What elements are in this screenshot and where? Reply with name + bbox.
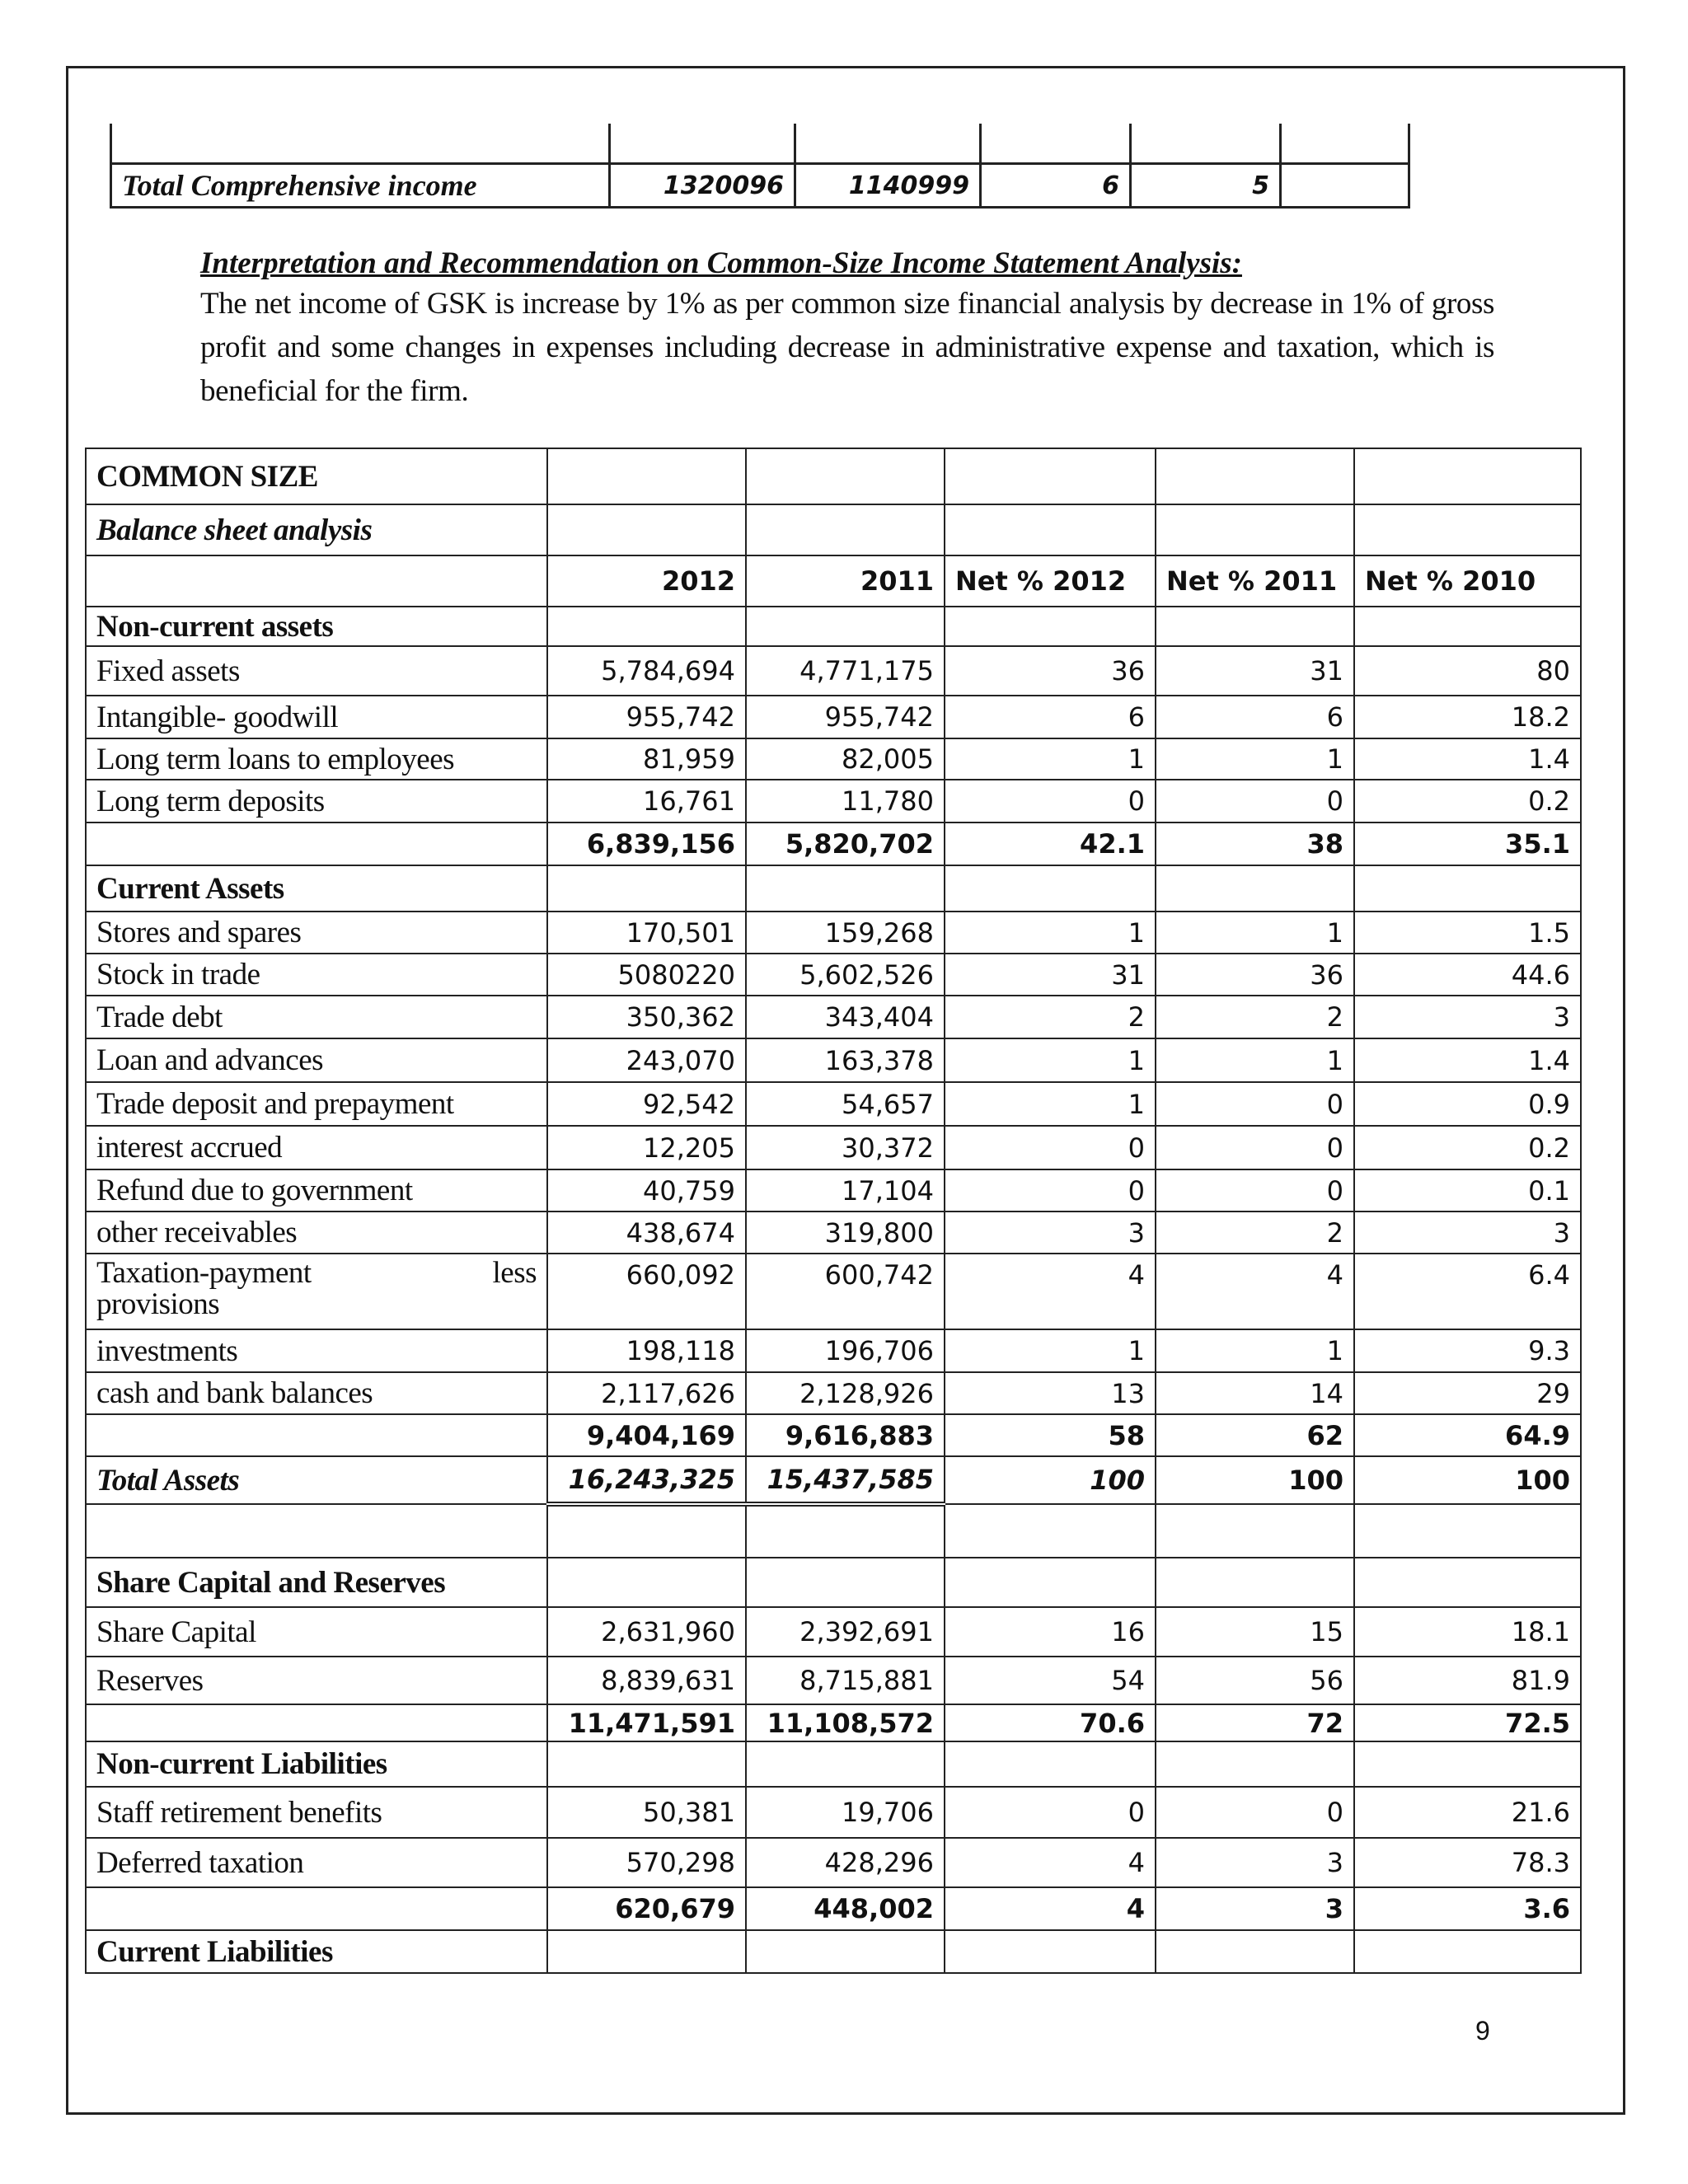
- table-row: [86, 1372, 1581, 1414]
- subtotal-cell: 58: [945, 1414, 1156, 1456]
- value-cell: 343,404: [746, 996, 945, 1038]
- value-cell: 9.3: [1354, 1329, 1581, 1372]
- subtotal-cell: 6,839,156: [547, 823, 746, 865]
- interpretation-section: [200, 246, 1494, 413]
- value-cell: 1.4: [1354, 738, 1581, 780]
- column-header: Net % 2012: [945, 555, 1156, 607]
- section-header-row: [86, 1741, 1581, 1787]
- row-label: Trade deposit and prepayment: [86, 1082, 547, 1126]
- value-cell: 82,005: [746, 738, 945, 780]
- value-cell: 428,296: [746, 1838, 945, 1887]
- value-cell: 1: [945, 912, 1156, 954]
- value-cell: 0: [1156, 1169, 1354, 1212]
- subtotal-cell: 3.6: [1354, 1887, 1581, 1930]
- subtotal-cell: 11,108,572: [746, 1704, 945, 1741]
- subtotal-row: [86, 1704, 1581, 1741]
- table-row: [86, 1254, 1581, 1329]
- table-row: [86, 1657, 1581, 1704]
- total-comprehensive-income-row: [111, 164, 1409, 208]
- row-label: [86, 1254, 547, 1329]
- value-cell: 5: [1131, 164, 1281, 208]
- value-cell: 243,070: [547, 1038, 746, 1082]
- value-cell: 0: [945, 1169, 1156, 1212]
- value-cell: 3: [1354, 996, 1581, 1038]
- total-assets-row: [86, 1456, 1581, 1504]
- value-cell: 198,118: [547, 1329, 746, 1372]
- value-cell: 12,205: [547, 1126, 746, 1169]
- section-header-row: [86, 1558, 1581, 1607]
- value-cell: 3: [945, 1212, 1156, 1254]
- value-cell: 16: [945, 1607, 1156, 1657]
- value-cell: 0.1: [1354, 1169, 1581, 1212]
- table-row: [86, 448, 1581, 504]
- column-header: 2011: [746, 555, 945, 607]
- value-cell: 2,392,691: [746, 1607, 945, 1657]
- row-label: Refund due to government: [86, 1169, 547, 1212]
- table-row: [86, 912, 1581, 954]
- value-cell: 319,800: [746, 1212, 945, 1254]
- table-row: [86, 504, 1581, 555]
- balance-sheet-table: [85, 448, 1582, 1974]
- row-label: Share Capital: [86, 1607, 547, 1657]
- subtotal-cell: 72.5: [1354, 1704, 1581, 1741]
- table-row: [86, 780, 1581, 823]
- value-cell: 1: [945, 738, 1156, 780]
- subtotal-cell: 4: [945, 1887, 1156, 1930]
- value-cell: 0.2: [1354, 780, 1581, 823]
- section-label: Non-current assets: [86, 607, 547, 646]
- row-label: Total Assets: [86, 1456, 547, 1504]
- value-cell: 80: [1354, 646, 1581, 696]
- value-cell: 6: [945, 696, 1156, 738]
- value-cell: 18.1: [1354, 1607, 1581, 1657]
- subtotal-cell: 35.1: [1354, 823, 1581, 865]
- table-title: COMMON SIZE: [86, 448, 547, 504]
- table-row: [86, 1169, 1581, 1212]
- value-cell: 159,268: [746, 912, 945, 954]
- table-row: [86, 1212, 1581, 1254]
- row-label: interest accrued: [86, 1126, 547, 1169]
- value-cell: 36: [945, 646, 1156, 696]
- value-cell: 19,706: [746, 1787, 945, 1838]
- value-cell: 2: [1156, 1212, 1354, 1254]
- table-row: [111, 124, 1409, 164]
- value-cell: 31: [945, 954, 1156, 996]
- row-label: investments: [86, 1329, 547, 1372]
- table-row: [86, 1038, 1581, 1082]
- table-row: [86, 1329, 1581, 1372]
- value-cell: 14: [1156, 1372, 1354, 1414]
- value-cell: 1320096: [610, 164, 795, 208]
- interpretation-title: Interpretation and Recommendation on Common-Size Income Statement Analysis:: [200, 246, 1242, 280]
- value-cell: 4: [945, 1838, 1156, 1887]
- income-statement-table-tail: [110, 124, 1410, 209]
- value-cell: 44.6: [1354, 954, 1581, 996]
- table-row: [86, 996, 1581, 1038]
- subtotal-cell: 62: [1156, 1414, 1354, 1456]
- row-label: cash and bank balances: [86, 1372, 547, 1414]
- table-subtitle: Balance sheet analysis: [86, 504, 547, 555]
- value-cell: 163,378: [746, 1038, 945, 1082]
- value-cell: 6.4: [1354, 1254, 1581, 1329]
- value-cell: 8,839,631: [547, 1657, 746, 1704]
- section-label: Current Liabilities: [86, 1930, 547, 1973]
- row-label: Reserves: [86, 1657, 547, 1704]
- row-label: Total Comprehensive income: [111, 164, 610, 208]
- value-cell: 4,771,175: [746, 646, 945, 696]
- value-cell: 2: [1156, 996, 1354, 1038]
- value-cell: 0: [1156, 1126, 1354, 1169]
- value-cell: 0.9: [1354, 1082, 1581, 1126]
- value-cell: 600,742: [746, 1254, 945, 1329]
- section-header-row: [86, 865, 1581, 912]
- subtotal-row: [86, 1887, 1581, 1930]
- table-row: [86, 1838, 1581, 1887]
- row-label-part: Taxation-payment: [96, 1256, 312, 1290]
- value-cell: 2: [945, 996, 1156, 1038]
- subtotal-cell: 38: [1156, 823, 1354, 865]
- total-cell: 15,437,585: [746, 1456, 945, 1504]
- subtotal-cell: 42.1: [945, 823, 1156, 865]
- total-cell: 100: [1354, 1456, 1581, 1504]
- row-label: Deferred taxation: [86, 1838, 547, 1887]
- subtotal-cell: 70.6: [945, 1704, 1156, 1741]
- value-cell: 1: [1156, 738, 1354, 780]
- value-cell: 5080220: [547, 954, 746, 996]
- subtotal-cell: 11,471,591: [547, 1704, 746, 1741]
- subtotal-cell: 448,002: [746, 1887, 945, 1930]
- table-row: [86, 1787, 1581, 1838]
- table-row: [86, 1082, 1581, 1126]
- value-cell: 5,784,694: [547, 646, 746, 696]
- subtotal-row: [86, 823, 1581, 865]
- value-cell: 1: [1156, 1038, 1354, 1082]
- value-cell: 1: [1156, 912, 1354, 954]
- value-cell: 0.2: [1354, 1126, 1581, 1169]
- column-header: 2012: [547, 555, 746, 607]
- value-cell: 1.4: [1354, 1038, 1581, 1082]
- value-cell: 6: [1156, 696, 1354, 738]
- section-label: Share Capital and Reserves: [86, 1558, 547, 1607]
- table-row: [86, 954, 1581, 996]
- value-cell: 29: [1354, 1372, 1581, 1414]
- value-cell: 1: [1156, 1329, 1354, 1372]
- column-header: Net % 2010: [1354, 555, 1581, 607]
- subtotal-cell: 5,820,702: [746, 823, 945, 865]
- row-label: Staff retirement benefits: [86, 1787, 547, 1838]
- value-cell: 660,092: [547, 1254, 746, 1329]
- subtotal-cell: 9,616,883: [746, 1414, 945, 1456]
- value-cell: 16,761: [547, 780, 746, 823]
- value-cell: 438,674: [547, 1212, 746, 1254]
- section-label: Non-current Liabilities: [86, 1741, 547, 1787]
- total-cell: 16,243,325: [547, 1456, 746, 1504]
- table-row: [86, 646, 1581, 696]
- value-cell: 0: [945, 780, 1156, 823]
- table-row: [86, 738, 1581, 780]
- value-cell: 0: [1156, 1082, 1354, 1126]
- value-cell: 15: [1156, 1607, 1354, 1657]
- value-cell: 0: [945, 1787, 1156, 1838]
- value-cell: 1: [945, 1038, 1156, 1082]
- subtotal-cell: 9,404,169: [547, 1414, 746, 1456]
- value-cell: 50,381: [547, 1787, 746, 1838]
- row-label: Trade debt: [86, 996, 547, 1038]
- value-cell: 36: [1156, 954, 1354, 996]
- value-cell: 955,742: [746, 696, 945, 738]
- value-cell: 0: [1156, 780, 1354, 823]
- value-cell: 5,602,526: [746, 954, 945, 996]
- value-cell: 78.3: [1354, 1838, 1581, 1887]
- value-cell: 54: [945, 1657, 1156, 1704]
- value-cell: 4: [945, 1254, 1156, 1329]
- value-cell: [1281, 164, 1409, 208]
- value-cell: 11,780: [746, 780, 945, 823]
- subtotal-row: [86, 1414, 1581, 1456]
- total-cell: 100: [945, 1456, 1156, 1504]
- value-cell: 2,117,626: [547, 1372, 746, 1414]
- column-header: Net % 2011: [1156, 555, 1354, 607]
- subtotal-cell: 620,679: [547, 1887, 746, 1930]
- value-cell: 54,657: [746, 1082, 945, 1126]
- value-cell: 0: [945, 1126, 1156, 1169]
- value-cell: 2,631,960: [547, 1607, 746, 1657]
- row-label: Fixed assets: [86, 646, 547, 696]
- spacer-row: [86, 1504, 1581, 1558]
- row-label: other receivables: [86, 1212, 547, 1254]
- value-cell: 81.9: [1354, 1657, 1581, 1704]
- value-cell: 8,715,881: [746, 1657, 945, 1704]
- value-cell: 17,104: [746, 1169, 945, 1212]
- value-cell: 21.6: [1354, 1787, 1581, 1838]
- interpretation-body: The net income of GSK is increase by 1% as per common size financial analysis by decrease in 1% of gross profit and some changes in expenses including decrease in administrative expense and taxation, which is beneficial for the firm.: [200, 287, 1494, 408]
- value-cell: 81,959: [547, 738, 746, 780]
- value-cell: 3: [1354, 1212, 1581, 1254]
- value-cell: 31: [1156, 646, 1354, 696]
- value-cell: 955,742: [547, 696, 746, 738]
- row-label: Long term loans to employees: [86, 738, 547, 780]
- row-label: Long term deposits: [86, 780, 547, 823]
- row-label-part: less: [492, 1256, 537, 1290]
- subtotal-cell: 3: [1156, 1887, 1354, 1930]
- value-cell: 1140999: [795, 164, 981, 208]
- value-cell: 40,759: [547, 1169, 746, 1212]
- value-cell: 196,706: [746, 1329, 945, 1372]
- value-cell: 6: [981, 164, 1131, 208]
- value-cell: 4: [1156, 1254, 1354, 1329]
- table-row: [86, 1126, 1581, 1169]
- value-cell: 30,372: [746, 1126, 945, 1169]
- section-header-row: [86, 607, 1581, 646]
- table-row: [86, 696, 1581, 738]
- row-label: Intangible- goodwill: [86, 696, 547, 738]
- value-cell: 1: [945, 1082, 1156, 1126]
- subtotal-cell: 64.9: [1354, 1414, 1581, 1456]
- row-label-part: provisions: [96, 1287, 220, 1321]
- header-row: [86, 555, 1581, 607]
- value-cell: 2,128,926: [746, 1372, 945, 1414]
- row-label: Stores and spares: [86, 912, 547, 954]
- value-cell: 0: [1156, 1787, 1354, 1838]
- value-cell: 56: [1156, 1657, 1354, 1704]
- value-cell: 92,542: [547, 1082, 746, 1126]
- page-number: 9: [1475, 2016, 1490, 2046]
- row-label: Stock in trade: [86, 954, 547, 996]
- total-cell: 100: [1156, 1456, 1354, 1504]
- section-label: Current Assets: [86, 865, 547, 912]
- table-row: [86, 1607, 1581, 1657]
- value-cell: 13: [945, 1372, 1156, 1414]
- value-cell: 570,298: [547, 1838, 746, 1887]
- value-cell: 1.5: [1354, 912, 1581, 954]
- section-header-row: [86, 1930, 1581, 1973]
- value-cell: 350,362: [547, 996, 746, 1038]
- value-cell: 18.2: [1354, 696, 1581, 738]
- subtotal-cell: 72: [1156, 1704, 1354, 1741]
- row-label: Loan and advances: [86, 1038, 547, 1082]
- value-cell: 1: [945, 1329, 1156, 1372]
- value-cell: 170,501: [547, 912, 746, 954]
- value-cell: 3: [1156, 1838, 1354, 1887]
